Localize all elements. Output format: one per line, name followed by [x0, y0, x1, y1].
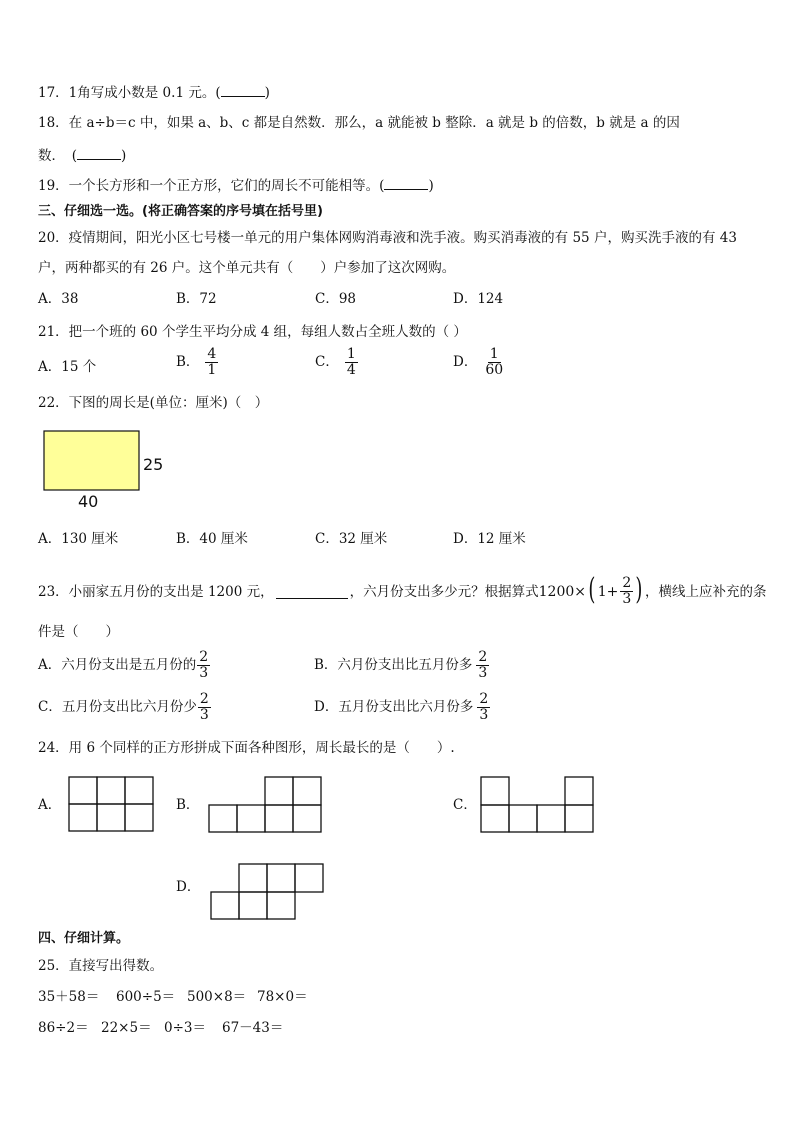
q24-label-c[interactable]: C． [453, 797, 477, 813]
question-20-line2: 户，两种都买的有 26 户。这个单元共有（ ）户参加了这次网购。 [38, 260, 456, 276]
q24-label-d[interactable]: D． [176, 879, 201, 895]
q17-text: 17．1角写成小数是 0.1 元。( [38, 85, 221, 101]
formula-a: 1200× [538, 583, 586, 600]
section-3-title: 三、仔细选一选。(将正确答案的序号填在括号里) [38, 204, 323, 219]
answer-blank[interactable] [384, 175, 428, 190]
width-label: 40 [78, 492, 99, 511]
q18-close: ) [121, 148, 127, 164]
rectangle-figure [40, 428, 170, 514]
denominator: 4 [346, 362, 356, 378]
question-23-line1 [38, 571, 767, 607]
q24-figure-b[interactable] [207, 775, 323, 834]
question-21: 21．把一个班的 60 个学生平均分成 4 组，每组人数占全班人数的（ ） [38, 324, 467, 340]
calc-2: 600÷5＝ [116, 989, 176, 1005]
q23-option-c[interactable] [38, 692, 211, 723]
calc-4: 78×0＝ [257, 989, 308, 1005]
calc-8: 67－43＝ [222, 1020, 284, 1036]
answer-blank[interactable] [77, 145, 121, 160]
paren-left: ( [588, 571, 596, 607]
q24-figure-a[interactable] [67, 775, 155, 833]
height-label: 25 [143, 455, 164, 474]
q23-formula [538, 571, 645, 607]
calc-5: 86÷2＝ [38, 1020, 89, 1036]
q20-option-b[interactable]: B．72 [176, 291, 217, 307]
denominator: 3 [478, 665, 488, 681]
denominator: 3 [479, 707, 489, 723]
q23-part3: ，横线上应补充的条 [644, 583, 767, 600]
q21-option-c[interactable] [315, 347, 358, 378]
numerator: 1 [346, 346, 356, 362]
q22-option-c[interactable]: C．32 厘米 [315, 531, 388, 547]
answer-blank[interactable] [276, 584, 348, 599]
calc-1: 35＋58＝ [38, 989, 100, 1005]
q20-option-d[interactable]: D．124 [453, 291, 504, 307]
option-label: B．六月份支出比五月份多 [314, 657, 473, 673]
answer-blank[interactable] [221, 82, 265, 97]
fraction [477, 692, 490, 723]
question-19 [38, 175, 434, 196]
q23-option-d[interactable] [314, 692, 490, 723]
q20-option-c[interactable]: C．98 [315, 291, 357, 307]
rectangle-shape [44, 431, 139, 490]
denominator: 3 [199, 665, 209, 681]
question-18-line2 [38, 145, 126, 166]
option-label: A．六月份支出是五月份的 [38, 657, 197, 673]
question-23-line2: 件是（ ） [38, 624, 119, 640]
q23-part1: 23．小丽家五月份的支出是 1200 元， [38, 583, 274, 600]
q19-close: ) [428, 178, 434, 194]
fraction [197, 650, 210, 681]
q24-label-b[interactable]: B． [176, 797, 200, 813]
numerator: 4 [207, 346, 217, 362]
q21-option-b[interactable] [176, 347, 218, 378]
q22-option-d[interactable]: D．12 厘米 [453, 531, 526, 547]
formula-one: 1+ [597, 583, 619, 600]
q20-option-a[interactable]: A．38 [38, 291, 79, 307]
q24-figure-c[interactable] [479, 775, 595, 834]
q21-option-d[interactable] [453, 347, 505, 378]
denominator: 3 [199, 707, 209, 723]
numerator: 2 [199, 649, 209, 665]
section-4-title: 四、仔细计算。 [38, 931, 130, 946]
numerator: 2 [199, 691, 209, 707]
calc-6: 22×5＝ [101, 1020, 152, 1036]
question-22: 22．下图的周长是(单位：厘米)（ ） [38, 395, 269, 411]
q23-option-b[interactable] [314, 650, 489, 681]
q24-figure-d[interactable] [209, 862, 327, 921]
q19-text: 19．一个长方形和一个正方形，它们的周长不可能相等。( [38, 178, 385, 194]
q22-option-a[interactable]: A．130 厘米 [38, 531, 119, 547]
fraction [345, 347, 358, 378]
q24-label-a[interactable]: A． [38, 797, 62, 813]
numerator: 1 [489, 346, 499, 362]
calc-7: 0÷3＝ [164, 1020, 206, 1036]
fraction [620, 576, 633, 607]
option-label: B． [176, 354, 200, 370]
option-label: C．五月份支出比六月份少 [38, 699, 197, 715]
fraction [483, 347, 505, 378]
q21-option-a[interactable]: A．15 个 [38, 359, 97, 375]
q22-option-b[interactable]: B．40 厘米 [176, 531, 248, 547]
q23-part2: ，六月份支出多少元？根据算式 [349, 583, 539, 600]
fraction [198, 692, 211, 723]
paren-right: ) [635, 571, 643, 607]
question-18-line1: 18．在 a÷b＝c 中，如果 a、b、c 都是自然数．那么，a 就能被 b 整除．a 就是 b 的倍数，b 就是 a 的因 [38, 115, 680, 131]
question-20-line1: 20．疫情期间，阳光小区七号楼一单元的用户集体网购消毒液和洗手液。购买消毒液的有 55 户，购买洗手液的有 43 [38, 230, 737, 246]
fraction [205, 347, 218, 378]
denominator: 3 [622, 591, 632, 607]
question-24: 24．用 6 个同样的正方形拼成下面各种图形，周长最长的是（ ）. [38, 740, 455, 756]
question-25: 25．直接写出得数。 [38, 958, 164, 974]
q23-option-a[interactable] [38, 650, 210, 681]
denominator: 60 [485, 362, 504, 378]
option-label: C． [315, 354, 339, 370]
numerator: 2 [478, 649, 488, 665]
fraction [476, 650, 489, 681]
numerator: 2 [622, 575, 632, 591]
denominator: 1 [207, 362, 217, 378]
calc-3: 500×8＝ [187, 989, 247, 1005]
option-label: D． [453, 354, 478, 370]
q18-text: 数． ( [38, 148, 78, 164]
option-label: D．五月份支出比六月份多 [314, 699, 474, 715]
question-17 [38, 82, 270, 103]
numerator: 2 [479, 691, 489, 707]
q17-close: ) [264, 85, 270, 101]
